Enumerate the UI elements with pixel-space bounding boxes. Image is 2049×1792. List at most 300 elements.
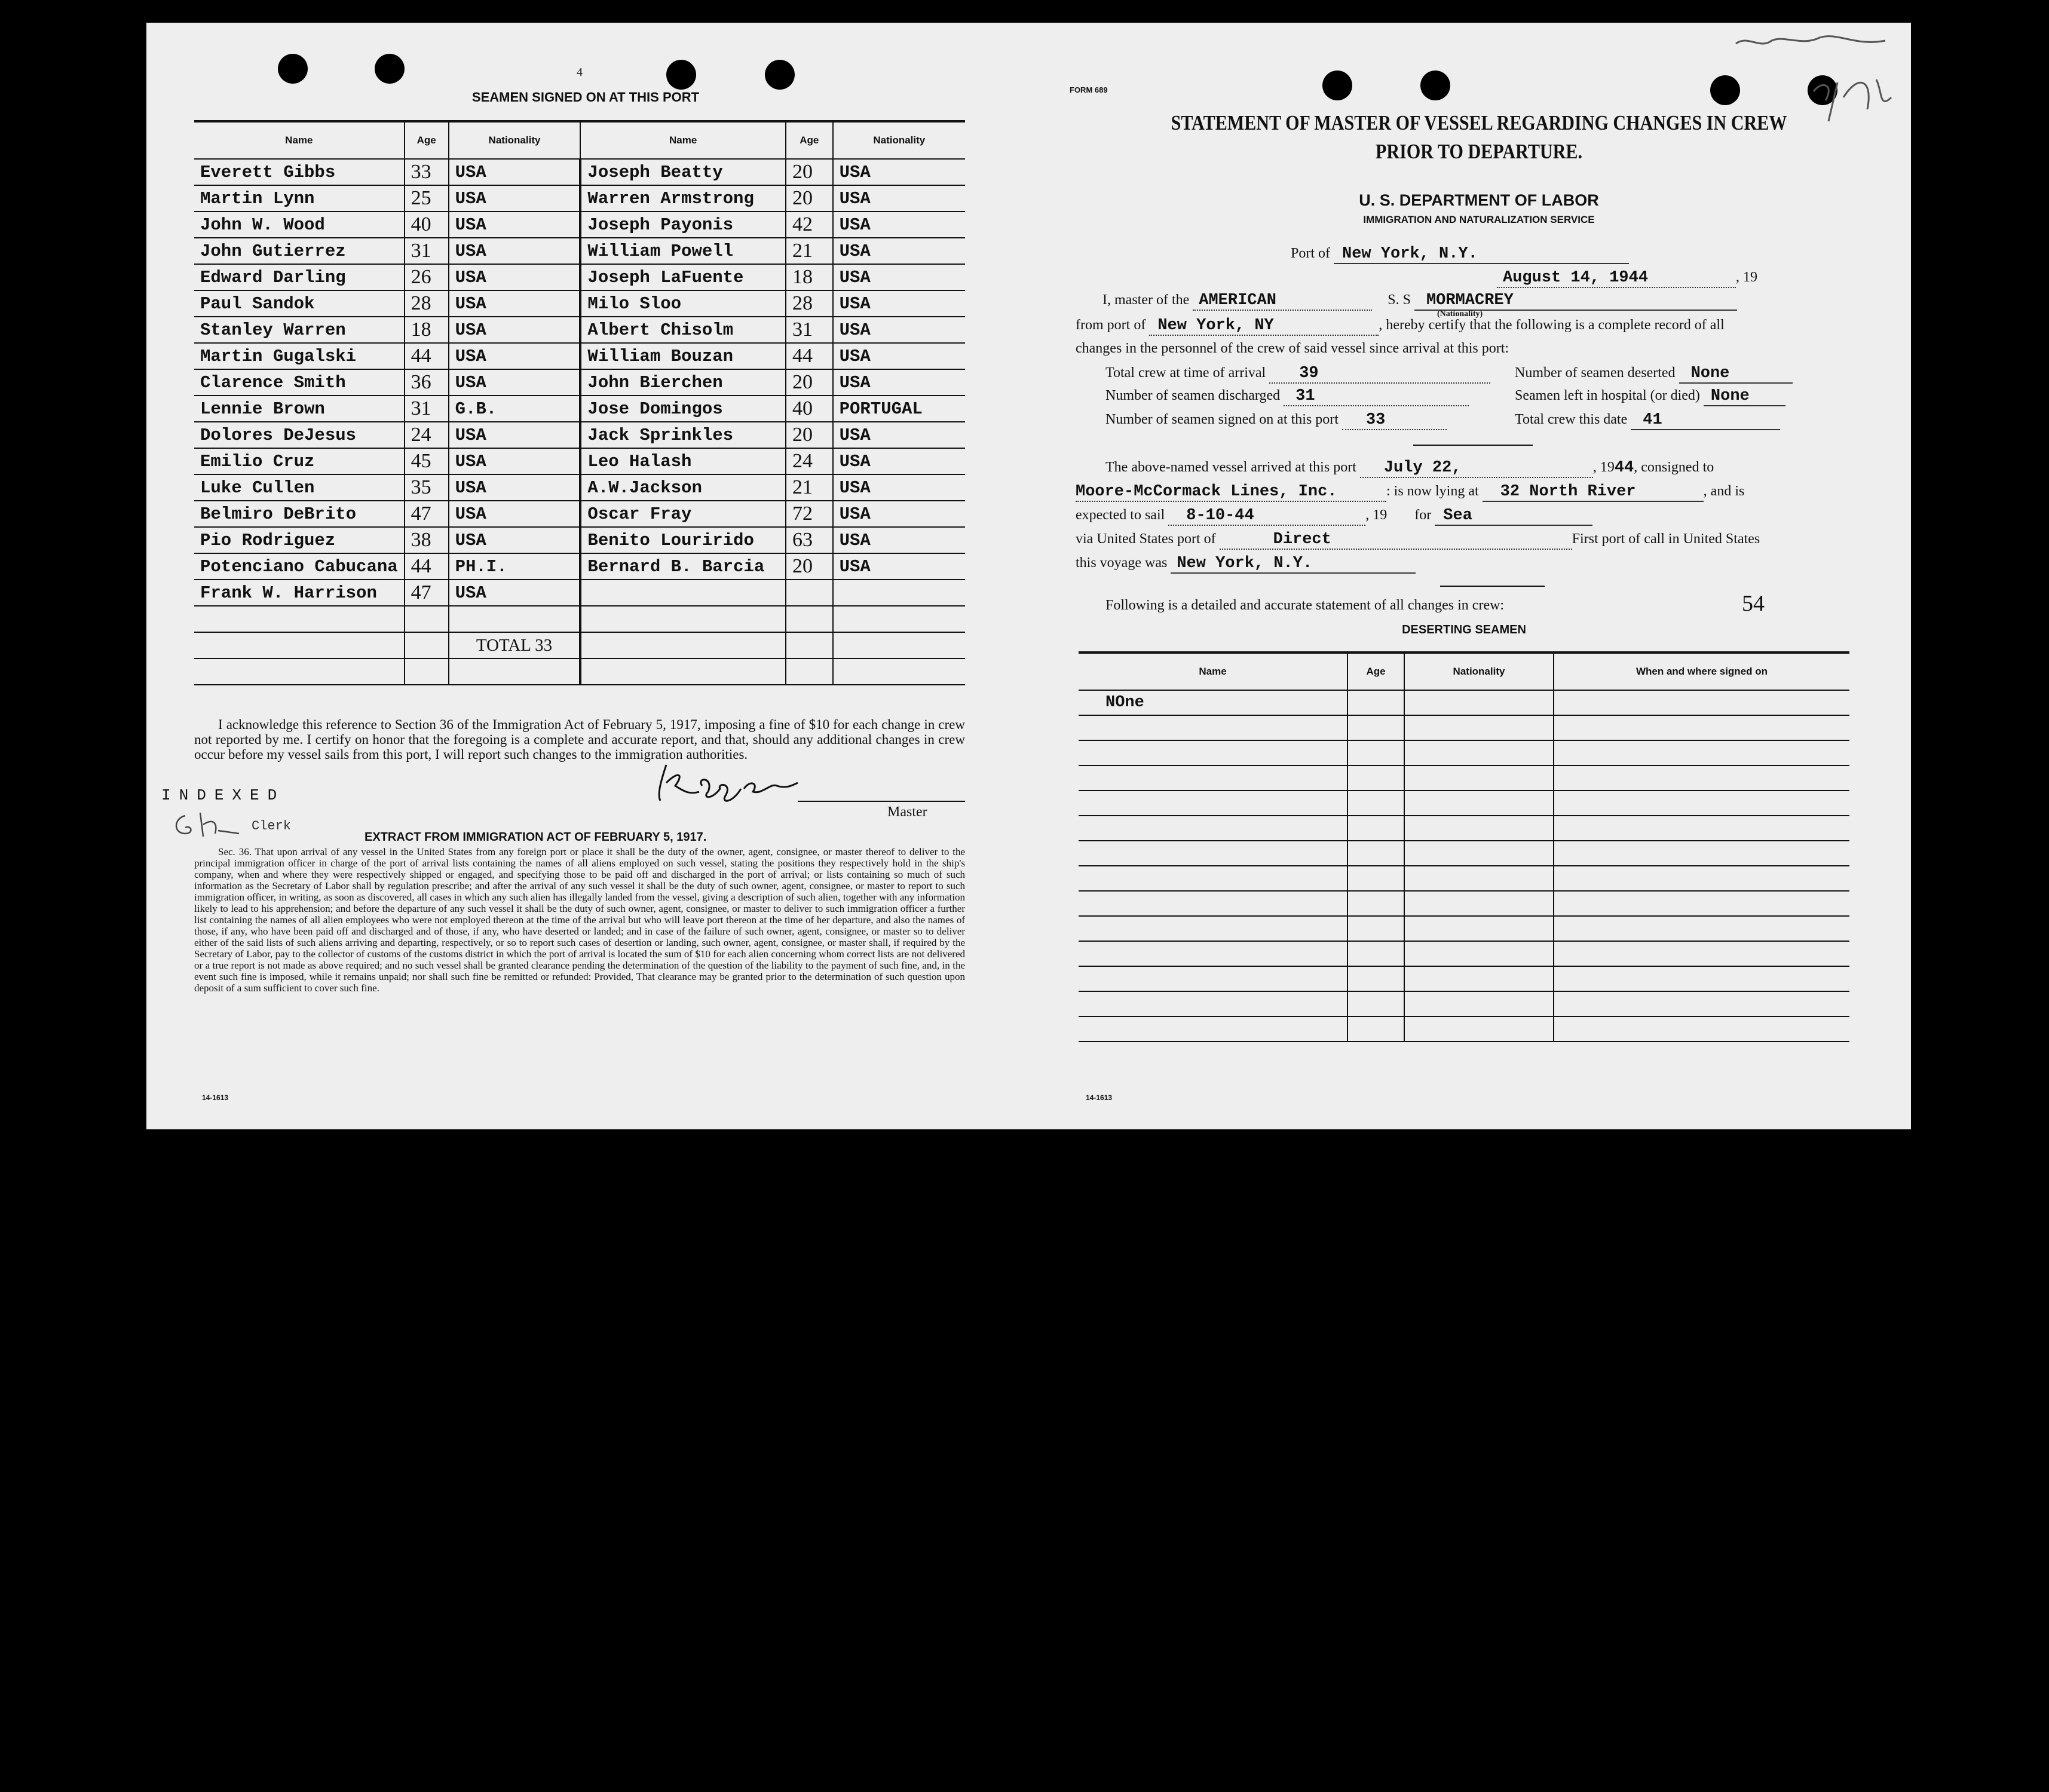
nationality-cell: USA [833, 212, 965, 238]
signed-on-cell [1554, 941, 1849, 966]
nationality-cell [1404, 966, 1554, 991]
section-title: SEAMEN SIGNED ON AT THIS PORT [471, 90, 700, 105]
age-cell: 20 [786, 422, 833, 448]
and-is-label: , and is [1703, 483, 1745, 499]
lying-value: 32 North River [1483, 483, 1704, 502]
name-cell: Milo Sloo [580, 290, 786, 317]
table-row [1079, 715, 1849, 740]
column-header: When and where signed on [1554, 653, 1849, 690]
nationality-cell: USA [449, 343, 581, 369]
table-row [194, 658, 965, 685]
ss-label: S. S [1388, 292, 1411, 308]
total-date-line [1515, 411, 1780, 430]
name-cell [580, 658, 786, 685]
expected-label: expected to sail [1076, 507, 1165, 523]
age-cell: 18 [405, 317, 449, 343]
age-cell [1347, 715, 1404, 740]
age-cell: 44 [786, 343, 833, 369]
column-header: Age [786, 121, 833, 159]
table-header-row [194, 121, 965, 159]
nationality-cell: USA [449, 159, 581, 185]
signed-on-line [1105, 411, 1447, 430]
nationality-cell [833, 632, 965, 658]
table-row [194, 501, 965, 527]
age-cell: 28 [405, 290, 449, 317]
age-cell: 33 [405, 159, 449, 185]
age-cell: 25 [405, 185, 449, 212]
age-cell [1347, 740, 1404, 765]
handwritten-page-number: 54 [1742, 591, 1765, 616]
age-cell: 40 [786, 396, 833, 422]
master-signature [642, 759, 810, 807]
hospital-value: None [1704, 387, 1785, 406]
name-cell [1079, 740, 1347, 765]
age-cell: 31 [405, 396, 449, 422]
age-cell: 28 [786, 290, 833, 317]
voyage-value: New York, N.Y. [1171, 555, 1416, 574]
nationality-cell: USA [449, 580, 581, 606]
age-cell [1347, 866, 1404, 891]
nationality-cell: TOTAL 33 [449, 632, 581, 658]
deserted-line [1515, 364, 1793, 384]
following-text: Following is a detailed and accurate statement of all changes in crew: [1105, 598, 1505, 613]
nationality-cell [1404, 991, 1554, 1016]
nationality-cell [1404, 1016, 1554, 1041]
table-row [194, 343, 965, 369]
nationality-cell: USA [833, 185, 965, 212]
divider [1440, 586, 1545, 587]
nationality-cell: USA [833, 290, 965, 317]
age-cell [405, 606, 449, 632]
nationality-cell [833, 606, 965, 632]
name-cell: John Gutierrez [194, 238, 405, 264]
nationality-cell: USA [449, 290, 581, 317]
age-cell [1347, 966, 1404, 991]
age-cell: 38 [405, 527, 449, 553]
year-suffix: , 19 [1365, 507, 1388, 523]
punch-hole [278, 54, 308, 84]
table-row [194, 527, 965, 553]
signed-on-cell [1554, 1016, 1849, 1041]
table-row [194, 238, 965, 264]
department: U. S. DEPARTMENT OF LABOR [1359, 191, 1599, 209]
seamen-signed-table [194, 120, 965, 685]
age-cell [1347, 891, 1404, 916]
age-cell [1347, 765, 1404, 791]
nationality-cell: USA [449, 317, 581, 343]
name-cell: Lennie Brown [194, 396, 405, 422]
name-cell [1079, 866, 1347, 891]
service: IMMIGRATION AND NATURALIZATION SERVICE [1363, 214, 1595, 225]
age-cell: 24 [405, 422, 449, 448]
age-cell: 24 [786, 448, 833, 474]
first-port-label: First port of call in United States [1572, 531, 1760, 547]
total-date-value: 41 [1631, 411, 1780, 430]
name-cell: John W. Wood [194, 212, 405, 238]
for-value: Sea [1435, 507, 1592, 526]
indexed-stamp: INDEXED [161, 786, 286, 804]
name-cell: Stanley Warren [194, 317, 405, 343]
footer-code: 14-1613 [202, 1093, 229, 1102]
age-cell: 18 [786, 264, 833, 290]
table-row [194, 264, 965, 290]
age-cell: 20 [786, 553, 833, 580]
name-cell: William Powell [580, 238, 786, 264]
nationality-value: AMERICAN [1193, 292, 1372, 311]
punch-hole [1322, 71, 1352, 100]
age-cell: 72 [786, 501, 833, 527]
name-cell: Warren Armstrong [580, 185, 786, 212]
punch-hole [375, 54, 405, 84]
nationality-cell: USA [833, 422, 965, 448]
nationality-cell: USA [833, 159, 965, 185]
name-cell [1079, 941, 1347, 966]
nationality-cell: G.B. [449, 396, 581, 422]
nationality-cell: USA [449, 527, 581, 553]
form-title-line: STATEMENT OF MASTER OF VESSEL REGARDING CHANGES IN CREW [1171, 111, 1787, 134]
nationality-cell: USA [833, 317, 965, 343]
age-cell [786, 580, 833, 606]
name-cell: Clarence Smith [194, 369, 405, 396]
column-header: Nationality [1404, 653, 1554, 690]
master-of-label: I, master of the [1102, 292, 1190, 308]
age-cell: 21 [786, 474, 833, 501]
nationality-cell: USA [833, 343, 965, 369]
age-cell [1347, 941, 1404, 966]
age-cell: 40 [405, 212, 449, 238]
date-line [1497, 269, 1757, 288]
nationality-cell: USA [833, 264, 965, 290]
age-cell: 35 [405, 474, 449, 501]
age-cell [1347, 1016, 1404, 1041]
voyage-line [1076, 555, 1416, 574]
table-row [1079, 916, 1849, 941]
name-cell [1079, 891, 1347, 916]
deserted-label: Number of seamen deserted [1515, 365, 1676, 381]
nationality-cell: USA [833, 369, 965, 396]
name-cell [580, 606, 786, 632]
age-cell [786, 606, 833, 632]
age-cell [1347, 791, 1404, 816]
table-row [1079, 791, 1849, 816]
total-arrival-value: 39 [1269, 364, 1490, 384]
nationality-cell: USA [449, 212, 581, 238]
name-cell: Potenciano Cabucana [194, 553, 405, 580]
name-cell [194, 632, 405, 658]
extract-title: EXTRACT FROM IMMIGRATION ACT OF FEBRUARY 5, 1917. [365, 831, 707, 844]
lying-label: : is now lying at [1386, 483, 1479, 499]
column-header: Name [194, 121, 405, 159]
arrived-year: 44 [1614, 459, 1634, 477]
arrived-line [1105, 459, 1714, 478]
age-cell: 26 [405, 264, 449, 290]
name-cell: Paul Sandok [194, 290, 405, 317]
name-cell [1079, 1016, 1347, 1041]
name-cell [1079, 916, 1347, 941]
nationality-cell: USA [833, 448, 965, 474]
age-cell: 20 [786, 159, 833, 185]
from-port-value: New York, NY [1149, 317, 1379, 336]
age-cell [786, 658, 833, 685]
port-line [1291, 245, 1629, 264]
signed-on-cell [1554, 690, 1849, 715]
name-cell [580, 632, 786, 658]
name-cell: Benito Lourirido [580, 527, 786, 553]
nationality-cell [1404, 740, 1554, 765]
nationality-cell: USA [833, 553, 965, 580]
table-row [1079, 1016, 1849, 1041]
deserted-value: None [1679, 364, 1793, 384]
total-arrival-line [1105, 364, 1490, 384]
age-cell: 31 [405, 238, 449, 264]
table-row [1079, 690, 1849, 715]
table-row [1079, 891, 1849, 916]
age-cell [1347, 916, 1404, 941]
footer-code: 14-1613 [1086, 1093, 1113, 1102]
name-cell [1079, 791, 1347, 816]
nationality-cell: PORTUGAL [833, 396, 965, 422]
nationality-hint: (Nationality) [1437, 310, 1483, 318]
certify-text: , hereby certify that the following is a complete record of all [1379, 317, 1725, 333]
name-cell [580, 580, 786, 606]
signed-on-cell [1554, 715, 1849, 740]
name-cell: NOne [1079, 690, 1347, 715]
nationality-cell [1404, 841, 1554, 866]
age-cell: 36 [405, 369, 449, 396]
nationality-cell [1404, 791, 1554, 816]
table-row [194, 396, 965, 422]
year-prefix: , 19 [1592, 460, 1615, 475]
acknowledgement-text: I acknowledge this reference to Section 36 of the Immigration Act of February 5, 1917, imposing a fine of $10 for each change in crew not reported by me. I certify on honor that the foregoing is a complete and accurate report, and that, should any additional changes in crew occur before my vessel sails from this port, I will report such changes to the immigration authorities. [194, 717, 965, 762]
arrived-label: The above-named vessel arrived at this port [1105, 460, 1356, 475]
nationality-cell: USA [449, 448, 581, 474]
via-label: via United States port of [1076, 531, 1216, 547]
name-cell: Jack Sprinkles [580, 422, 786, 448]
name-cell [1079, 765, 1347, 791]
table-row [1079, 740, 1849, 765]
name-cell: Frank W. Harrison [194, 580, 405, 606]
nationality-cell: USA [449, 474, 581, 501]
name-cell: Jose Domingos [580, 396, 786, 422]
signed-on-cell [1554, 866, 1849, 891]
consigned-label: , consigned to [1634, 460, 1714, 475]
nationality-cell [1404, 916, 1554, 941]
punch-hole [1420, 71, 1450, 100]
document-page [146, 23, 1911, 1129]
name-cell: Martin Lynn [194, 185, 405, 212]
name-cell: William Bouzan [580, 343, 786, 369]
nationality-cell [449, 606, 581, 632]
nationality-cell [1404, 765, 1554, 791]
name-cell: Dolores DeJesus [194, 422, 405, 448]
nationality-cell [1404, 816, 1554, 841]
signed-on-cell [1554, 740, 1849, 765]
age-cell [1347, 991, 1404, 1016]
age-cell: 63 [786, 527, 833, 553]
vessel-name: MORMACREY [1414, 292, 1737, 311]
name-cell: Martin Gugalski [194, 343, 405, 369]
column-header: Age [405, 121, 449, 159]
age-cell: 42 [786, 212, 833, 238]
nationality-cell: USA [449, 422, 581, 448]
nationality-cell [449, 658, 581, 685]
voyage-label: this voyage was [1076, 555, 1168, 571]
age-cell [1347, 816, 1404, 841]
nationality-cell [1404, 866, 1554, 891]
nationality-cell [1404, 941, 1554, 966]
from-port-label: from port of [1076, 317, 1146, 333]
age-cell [1347, 841, 1404, 866]
age-cell [1347, 690, 1404, 715]
corner-handwriting [1724, 26, 1903, 145]
signed-on-cell [1554, 816, 1849, 841]
nationality-cell: USA [449, 501, 581, 527]
age-cell: 44 [405, 343, 449, 369]
signed-on-cell [1554, 765, 1849, 791]
form-title-line: PRIOR TO DEPARTURE. [1376, 140, 1582, 163]
table-row [194, 422, 965, 448]
page-number: 4 [577, 66, 583, 79]
clerk-initials [167, 807, 251, 843]
form-label: FORM 689 [1070, 85, 1108, 94]
signature-line [798, 801, 965, 802]
for-label: for [1414, 507, 1432, 523]
name-cell: Belmiro DeBrito [194, 501, 405, 527]
nationality-cell: USA [449, 369, 581, 396]
hospital-line [1515, 387, 1785, 406]
nationality-cell: USA [449, 238, 581, 264]
column-header: Age [1347, 653, 1404, 690]
table-row [1079, 991, 1849, 1016]
age-cell: 20 [786, 185, 833, 212]
nationality-cell: USA [833, 474, 965, 501]
signed-on-cell [1554, 891, 1849, 916]
date-value: August 14, 1944 [1497, 269, 1736, 288]
punch-hole [666, 60, 696, 90]
master-line [1102, 292, 1737, 311]
master-label: Master [887, 804, 927, 820]
name-cell: A.W.Jackson [580, 474, 786, 501]
nationality-cell: USA [833, 501, 965, 527]
signed-on-cell [1554, 841, 1849, 866]
name-cell [1079, 991, 1347, 1016]
name-cell: Oscar Fray [580, 501, 786, 527]
from-port-line [1076, 317, 1725, 336]
age-cell: 44 [405, 553, 449, 580]
name-cell: Luke Cullen [194, 474, 405, 501]
nationality-cell: USA [449, 185, 581, 212]
age-cell [405, 632, 449, 658]
table-row [1079, 816, 1849, 841]
nationality-cell [833, 580, 965, 606]
age-cell: 45 [405, 448, 449, 474]
nationality-cell [1404, 690, 1554, 715]
nationality-cell: PH.I. [449, 553, 581, 580]
total-arrival-label: Total crew at time of arrival [1105, 365, 1266, 381]
date-suffix: , 19 [1736, 269, 1757, 285]
nationality-cell: USA [833, 238, 965, 264]
table-row [194, 606, 965, 632]
extract-text: Sec. 36. That upon arrival of any vessel in the United States from any foreign port or place it shall be the duty of the owner, agent, consignee, or master thereof to deliver to the principal immigration officer in charge of the port of arrival lists containing the names of all aliens employed on such vessel, stating the positions they respectively hold in the ship's company, when and where they were respectively shipped or engaged, and specifying those to be paid off and discharged in the port of arrival; or lists containing so much of such information as the Secretary of Labor shall by regulation prescribe; and after the arrival of any such vessel it shall be the duty of such owner, agent, consignee, or master to report to such immigration officer, in writing, as soon as discovered, all cases in which any such alien has illegally landed from the vessel, giving a description of such alien, together with any information likely to lead to his apprehension; and before the departure of any such vessel it shall be the duty of such owner, agent, consignee, or master to deliver to such immigration officer a further list containing the names of all alien employees who were not employed thereon at the time of the arrival but who will leave port thereon at the time of her departure, and also the names of those, if any, who have been paid off and discharged and of those, if any, who have deserted or landed; and in case of the failure of such owner, agent, consignee, or master so to deliver either of the said lists of such aliens arriving and departing, respectively, or so to report such cases of desertion or landing, such owner, agent, consignee, or master shall, if required by the Secretary of Labor, pay to the collector of customs of the customs district in which the port of arrival is located the sum of $10 for each alien concerning whom correct lists are not delivered or a true report is not made as above required; and no such vessel shall be granted clearance pending the determination of the question of the liability to the payment of such fine, and, in the event such fine is imposed, while it remains unpaid; nor shall such fine be remitted or refunded: Provided, That clearance may be granted prior to the determination of such question upon deposit of a sum sufficient to cover such fine. [194, 846, 965, 994]
name-cell: Bernard B. Barcia [580, 553, 786, 580]
table-row [194, 448, 965, 474]
name-cell [1079, 715, 1347, 740]
signed-on-cell [1554, 966, 1849, 991]
table-header-row [1079, 653, 1849, 690]
signed-on-cell [1554, 916, 1849, 941]
name-cell [1079, 966, 1347, 991]
deserting-seamen-table [1079, 651, 1849, 1042]
punch-hole [765, 60, 795, 90]
nationality-cell: USA [833, 527, 965, 553]
via-value: Direct [1220, 531, 1572, 550]
signed-on-cell [1554, 791, 1849, 816]
name-cell: Pio Rodriguez [194, 527, 405, 553]
table-row [194, 212, 965, 238]
nationality-cell [1404, 891, 1554, 916]
certify-line: changes in the personnel of the crew of said vessel since arrival at this port: [1076, 341, 1509, 356]
name-cell: John Bierchen [580, 369, 786, 396]
nationality-cell: USA [449, 264, 581, 290]
name-cell [1079, 841, 1347, 866]
name-cell [194, 658, 405, 685]
name-cell: Joseph LaFuente [580, 264, 786, 290]
age-cell: 21 [786, 238, 833, 264]
table-row [194, 369, 965, 396]
column-header: Name [580, 121, 786, 159]
signed-on-value: 33 [1342, 411, 1447, 430]
table-row [194, 474, 965, 501]
signed-on-cell [1554, 991, 1849, 1016]
table-row [1079, 966, 1849, 991]
table-row [194, 159, 965, 185]
name-cell: Joseph Payonis [580, 212, 786, 238]
age-cell [405, 658, 449, 685]
consignee-line [1076, 483, 1744, 502]
signed-on-label: Number of seamen signed on at this port [1105, 412, 1339, 427]
table-row [1079, 866, 1849, 891]
table-row [1079, 841, 1849, 866]
age-cell: 31 [786, 317, 833, 343]
name-cell: Everett Gibbs [194, 159, 405, 185]
expected-value: 8-10-44 [1168, 507, 1365, 526]
port-value: New York, N.Y. [1334, 245, 1629, 264]
nationality-cell [1404, 715, 1554, 740]
column-header: Name [1079, 653, 1347, 690]
column-header: Nationality [833, 121, 965, 159]
deserting-title: DESERTING SEAMEN [1402, 623, 1526, 636]
arrived-value: July 22, [1360, 459, 1593, 478]
name-cell [1079, 816, 1347, 841]
column-header: Nationality [449, 121, 581, 159]
hospital-label: Seamen left in hospital (or died) [1515, 388, 1700, 403]
table-row [194, 632, 965, 658]
port-label: Port of [1291, 246, 1330, 261]
discharged-line [1105, 387, 1469, 406]
name-cell: Edward Darling [194, 264, 405, 290]
clerk-label: Clerk [252, 819, 292, 834]
table-row [194, 317, 965, 343]
table-row [194, 580, 965, 606]
via-line [1076, 531, 1760, 550]
total-date-label: Total crew this date [1515, 412, 1628, 427]
table-row [194, 185, 965, 212]
consignee-value: Moore-McCormack Lines, Inc. [1076, 483, 1386, 502]
table-row [1079, 765, 1849, 791]
age-cell: 20 [786, 369, 833, 396]
name-cell [194, 606, 405, 632]
age-cell [786, 632, 833, 658]
